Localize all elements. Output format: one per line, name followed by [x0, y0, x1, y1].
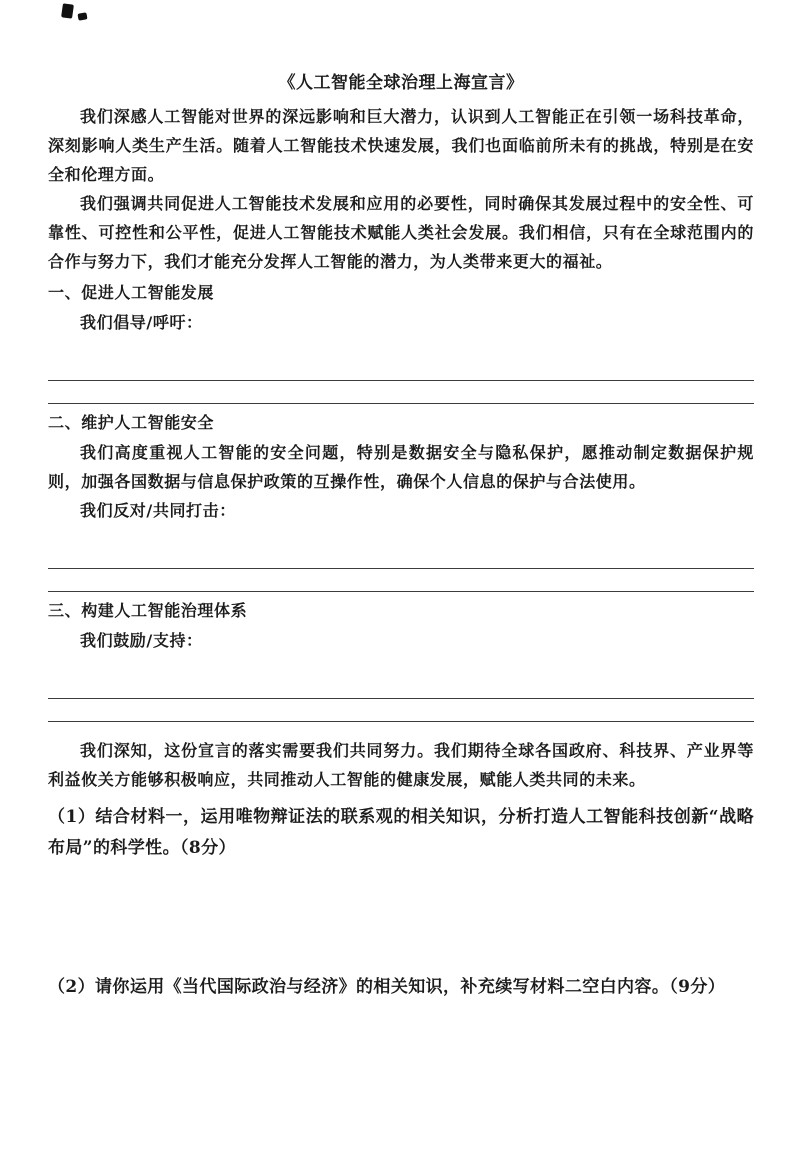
scan-artifact: [61, 3, 74, 18]
answer-blank-line: [48, 569, 754, 592]
section-build-ai-governance: [48, 596, 754, 722]
section-2-prompt: 我们反对/共同打击：: [80, 501, 236, 520]
answer-blank-line: [48, 546, 754, 569]
answer-blank-line: [48, 699, 754, 722]
section-3-heading: 三、构建人工智能治理体系: [48, 601, 248, 620]
section-1-prompt: 我们倡导/呼吁：: [80, 313, 203, 332]
intro-paragraph-1: 我们深感人工智能对世界的深远影响和巨大潜力，认识到人工智能正在引领一场科技革命，深刻影响人类生产生活。随着人工智能技术快速发展，我们也面临前所未有的挑战，特别是在安全和伦理方面。: [48, 107, 754, 184]
section-1-answer-blanks: [48, 358, 754, 404]
intro-paragraph-2: 我们强调共同促进人工智能技术发展和应用的必要性，同时确保其发展过程中的安全性、可靠性、可控性和公平性，促进人工智能技术赋能人类社会发展。我们相信，只有在全球范围内的合作与努力下，我们才能充分发挥人工智能的潜力，为人类带来更大的福祉。: [48, 194, 754, 271]
section-2-answer-blanks: [48, 546, 754, 592]
section-2-body: 我们高度重视人工智能的安全问题，特别是数据安全与隐私保护，愿推动制定数据保护规则，加强各国数据与信息保护政策的互操作性，确保个人信息的保护与合法使用。: [48, 443, 754, 491]
section-3-answer-blanks: [48, 676, 754, 722]
closing-paragraph: 我们深知，这份宣言的落实需要我们共同努力。我们期待全球各国政府、科技界、产业界等利益攸关方能够积极响应，共同推动人工智能的健康发展，赋能人类共同的未来。: [48, 741, 754, 789]
section-promote-ai-development: [48, 278, 754, 404]
answer-blank-line: [48, 676, 754, 699]
answer-blank-line: [48, 358, 754, 381]
answer-blank-line: [48, 381, 754, 404]
scan-artifact: [77, 12, 87, 20]
document-title: 《人工智能全球治理上海宣言》: [278, 73, 524, 93]
section-2-heading: 二、维护人工智能安全: [48, 413, 215, 432]
section-maintain-ai-safety: [48, 408, 754, 592]
section-3-prompt: 我们鼓励/支持：: [80, 631, 203, 650]
exam-question-2: （2）请你运用《当代国际政治与经济》的相关知识，补充续写材料二空白内容。（9分）: [48, 977, 726, 997]
exam-question-1: （1）结合材料一，运用唯物辩证法的联系观的相关知识，分析打造人工智能科技创新“战略布局”的科学性。（8分）: [48, 807, 754, 858]
section-1-heading: 一、促进人工智能发展: [48, 283, 215, 302]
